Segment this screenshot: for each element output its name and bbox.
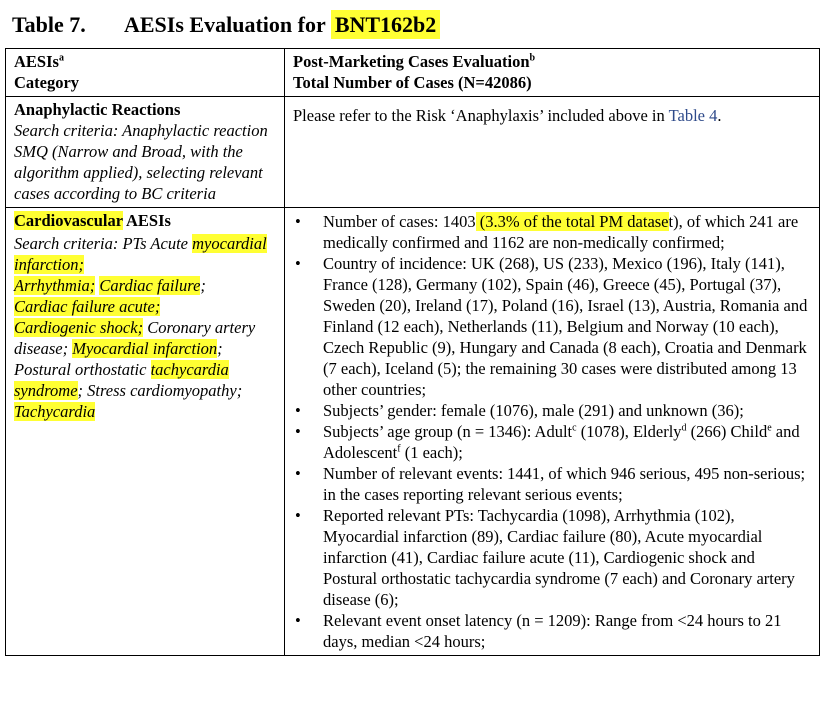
table-title-text: AESIs Evaluation for xyxy=(124,12,331,37)
anaphylactic-criteria: Search criteria: Anaphylactic reaction SMQ (Narrow and Broad, with the algorithm applied), selecting relevant cases according to BC criteria xyxy=(14,121,268,203)
row-cardiovascular xyxy=(6,208,820,656)
age-each: (1 each); xyxy=(400,443,463,462)
anaphylactic-eval-cell xyxy=(285,97,820,208)
header-row xyxy=(6,49,820,97)
footnote-f: f xyxy=(397,443,401,455)
aesi-table xyxy=(5,48,820,656)
header-pm-eval: Post-Marketing Cases Evaluation xyxy=(293,52,530,71)
age-adolescent: and Adolescent xyxy=(323,422,800,462)
pt-tachycardia: Tachycardia xyxy=(14,402,96,421)
list-item: • Country of incidence: UK (268), US (233), Mexico (196), Italy (141), France (128), Germany (102), Spain (46), Greece (45), Portugal (37), Sweden (20), Ireland (17), Poland (16), Israel (13), Austria, Romania and Finland (12 each), Netherlands (11), Belgium and Norway (10 each), Czech Republic (9), Hungary and Canada (8 each), Croatia and Denmark (7 each), Iceland (5); the remaining 30 cases were distributed among 13 other countries; xyxy=(323,253,811,400)
anaphylactic-eval-text: Please refer to the Risk ‘Anaphylaxis’ included above in xyxy=(293,106,669,125)
anaphylactic-name: Anaphylactic Reactions xyxy=(14,100,181,119)
table-4-link[interactable]: Table 4 xyxy=(668,106,718,125)
list-item: • Reported relevant PTs: Tachycardia (1098), Arrhythmia (102), Myocardial infarction (89), Cardiac failure (80), Acute myocardial infarction (41), Cardiac failure acute (11), Cardiogenic shock and Postural orthostatic tachycardia syndrome (7 each) and Coronary artery disease (6); xyxy=(323,505,811,610)
cardiovascular-highlight: Cardiovascular xyxy=(14,211,123,230)
header-col1 xyxy=(6,49,285,97)
row-anaphylactic xyxy=(6,97,820,208)
title-highlight: BNT162b2 xyxy=(331,10,440,39)
list-item xyxy=(323,211,811,253)
list-item xyxy=(323,421,811,463)
pt-acute-mi: myocardial infarction; xyxy=(14,234,267,274)
header-category: Category xyxy=(14,73,80,92)
pm-dataset-highlight: (3.3% of the total PM datase xyxy=(475,212,669,231)
footnote-e: e xyxy=(767,422,772,434)
num-cases: Number of cases: 1403 xyxy=(323,212,476,231)
cardiovascular-name xyxy=(14,210,276,231)
evaluation-list xyxy=(293,211,811,652)
pt-tachycardia-syndrome: tachycardia syndrome xyxy=(14,360,229,400)
age-group: Subjects’ age group (n = 1346): Adult xyxy=(323,422,573,441)
footnote-a: a xyxy=(58,52,64,64)
pt-cardiac-failure-acute: Cardiac failure acute; xyxy=(14,297,161,316)
pt-arrhythmia: Arrhythmia; xyxy=(14,276,96,295)
pt-cardiac-failure: Cardiac failure xyxy=(99,276,201,295)
cardiovascular-category-cell xyxy=(6,208,285,656)
cardiovascular-name-rest: AESIs xyxy=(122,211,171,230)
pt-cardiogenic-shock: Cardiogenic shock; xyxy=(14,318,144,337)
footnote-c: c xyxy=(572,422,577,434)
cardiovascular-eval-cell xyxy=(285,208,820,656)
header-aesis: AESIs xyxy=(14,52,59,71)
header-col2 xyxy=(285,49,820,97)
age-elderly: (1078), Elderly xyxy=(576,422,682,441)
table-number: Table 7. xyxy=(12,12,86,37)
anaphylactic-eval-suffix: . xyxy=(717,106,722,125)
footnote-d: d xyxy=(681,422,687,434)
list-item: • Relevant event onset latency (n = 1209): Range from <24 hours to 21 days, median <24 hours; xyxy=(323,610,811,652)
pt-myocardial-infarction: Myocardial infarction xyxy=(72,339,218,358)
pt-coronary: Coronary artery disease; xyxy=(14,318,256,358)
criteria-prefix: Search criteria: PTs Acute xyxy=(14,234,193,253)
table-title xyxy=(12,12,440,38)
pt-postural: ; Postural orthostatic xyxy=(14,339,223,379)
header-total-cases: Total Number of Cases (N=42086) xyxy=(293,73,532,92)
pt-stress: ; Stress cardiomyopathy; xyxy=(77,381,243,400)
cardiovascular-criteria: Search criteria: PTs Acute myocardial infarction; Arrhythmia; Cardiac failure; Cardiac failure acute; Cardiogenic shock; Coronary artery disease; Myocardial infarction; Postural orthostatic tachycardia syndrome; Stress cardiomyopathy; Tachycardia xyxy=(14,234,267,421)
footnote-b: b xyxy=(529,52,536,64)
list-item: • Subjects’ gender: female (1076), male (291) and unknown (36); xyxy=(323,400,811,421)
num-cases-rest: t), of which 241 are medically confirmed and 1162 are non-medically confirmed; xyxy=(323,212,799,252)
age-child: (266) Child xyxy=(686,422,768,441)
list-item: • Number of relevant events: 1441, of which 946 serious, 495 non-serious; in the cases reporting relevant serious events; xyxy=(323,463,811,505)
anaphylactic-category-cell xyxy=(6,97,285,208)
